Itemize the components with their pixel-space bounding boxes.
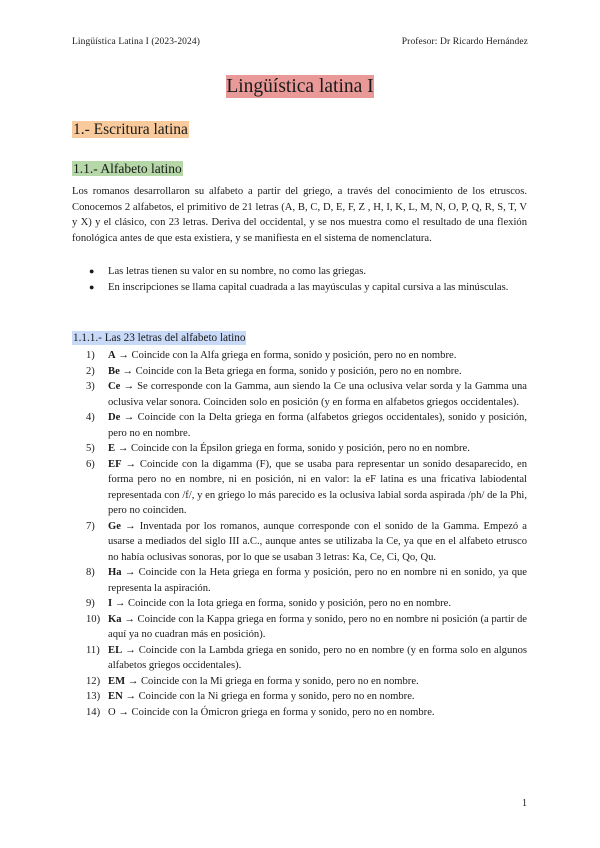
list-number: 1) [86,350,95,361]
list-item [72,674,527,690]
letter-description: → Coincide con la Alfa griega en forma, sonido y posición, pero no en nombre. [115,350,457,361]
letter-description: → Coincide con la Ni griega en forma y sonido, pero no en nombre. [122,691,415,702]
list-item [72,689,527,705]
list-item [72,410,527,441]
letter-name: EN [108,691,123,702]
bullet-text: En inscripciones se llama capital cuadrada a las mayúsculas y capital cursiva a las minúsculas. [108,281,509,293]
list-item [72,612,527,643]
letter-description: → Coincide con la digamma (F), que se usaba para representar un sonido desaparecido, en forma pero no en nombre, ni en posición, ni en valor: la eF latina es una fricativa labiodental representada con /f/, y en griego lo más parecido es la oclusiva labial sorda aspirada /ph/ de la Phi, pero no coinciden. [108,458,527,516]
letter-name: EM [108,675,126,687]
letter-name: Ge [108,520,121,532]
letter-description: → Coincide con la Épsilon griega en forma, sonido y posición, pero no en nombre. [115,443,470,454]
list-number: 14) [86,706,101,718]
list-number: 11) [86,644,100,656]
section-heading-1-1-text: 1.1.- Alfabeto latino [73,161,182,176]
header-professor: Profesor: Dr Ricardo Hernández [401,37,528,47]
page-number: 1 [522,798,527,809]
letter-description: → Se corresponde con la Gamma, aun siendo la Ce una oclusiva velar sorda y la Gamma una oclusiva velar sonora. Coinciden solo en posición (y en forma en alfabetos griegos occidentales). [108,381,527,408]
letter-name: De [108,412,121,423]
letter-name: I [108,598,113,609]
section-heading-1 [72,121,189,139]
intro-paragraph: Los romanos desarrollaron su alfabeto a partir del griego, a través del conocimiento de los etruscos. Conocemos 2 alfabetos, el primitivo de 21 letras (A, B, C, D, E, F, Z , H, I, K, L, M, N, O, P, Q, R, S, T, V y X) y el clásico, con 23 letras. Deriva del occidental, y se nos muestra como el resultado de una flexión fonológica antes de que esta existiera, y se manifiesta en el sistema de nomenclatura. [72,186,527,244]
letters-list [72,348,527,720]
letter-description: → Coincide con la Heta griega en forma y posición, pero no en nombre ni en sonido, ya que representa la aspiración. [108,567,527,594]
section-heading-1-1-1 [72,328,246,346]
letter-description: → Coincide con la Iota griega en forma, sonido y posición, pero no en nombre. [112,598,452,609]
list-item [72,705,527,721]
list-number: 13) [86,691,101,702]
list-item [72,441,527,457]
list-number: 9) [86,598,95,609]
section-heading-1-1 [72,160,183,178]
list-item [72,519,527,566]
letter-name: Be [108,365,120,377]
letter-description: → Inventada por los romanos, aunque corresponde con el sonido de la Gamma. Empezó a usarse a mediados del siglo III a.C., aunque antes se utilizaba la Ce, ya que en el alfabeto etrusco no había oclusivas sonoras, por lo que se usaban 3 letras: Ka, Ce, Ci, Qo, Qu. [108,520,527,563]
list-item [72,565,527,596]
letter-name: Ce [108,381,121,392]
list-number: 12) [86,675,101,687]
list-number: 6) [86,458,95,470]
list-item [72,643,527,674]
bullet-list [72,264,527,295]
bullet-item [72,280,527,296]
header-course: Lingüística Latina I (2023-2024) [72,37,200,47]
list-item [72,364,527,380]
letter-description: → Coincide con la Kappa griega en forma y sonido, pero no en nombre ni posición (a partir de aquí ya no cuadran más en posición). [108,613,527,640]
section-heading-1-text: 1.- Escritura latina [73,121,188,138]
list-item [72,348,527,364]
list-item [72,596,527,612]
document-title-text: Lingüística latina I [226,76,374,97]
bullet-icon: ● [89,266,95,276]
letter-name: EF [108,458,122,470]
letter-description: → Coincide con la Beta griega en forma, sonido y posición, pero no en nombre. [119,365,462,377]
section-heading-1-1-1-text: 1.1.1.- Las 23 letras del alfabeto latino [73,332,246,344]
letter-name: E [108,443,116,454]
list-number: 5) [86,443,95,454]
list-item [72,457,527,519]
list-number: 10) [86,613,101,625]
list-number: 2) [86,365,95,377]
bullet-icon: ● [89,281,95,292]
letter-description: → Coincide con la Delta griega en forma (alfabetos griegos occidentales), sonido y posición, pero no en nombre. [108,412,527,439]
letter-description: → Coincide con la Mi griega en forma y sonido, pero no en nombre. [125,675,419,687]
list-number: 3) [86,381,95,392]
letter-name: Ha [108,567,122,578]
list-number: 4) [86,412,95,423]
list-item [72,379,527,410]
letter-description: → Coincide con la Ómicron griega en forma y sonido, pero no en nombre. [115,706,435,718]
letter-description: → Coincide con la Lambda griega en sonido, pero no en nombre (y en forma solo en algunos alfabetos griegos occidentales). [108,644,527,671]
document-title [0,76,600,98]
letter-name: EL [108,644,123,656]
letter-name: A [108,350,116,361]
letter-name: Ka [108,613,122,625]
bullet-item [72,264,527,280]
list-number: 8) [86,567,95,578]
letter-name: O [108,706,116,718]
list-number: 7) [86,520,95,532]
bullet-text: Las letras tienen su valor en su nombre, no como las griegas. [108,266,367,277]
